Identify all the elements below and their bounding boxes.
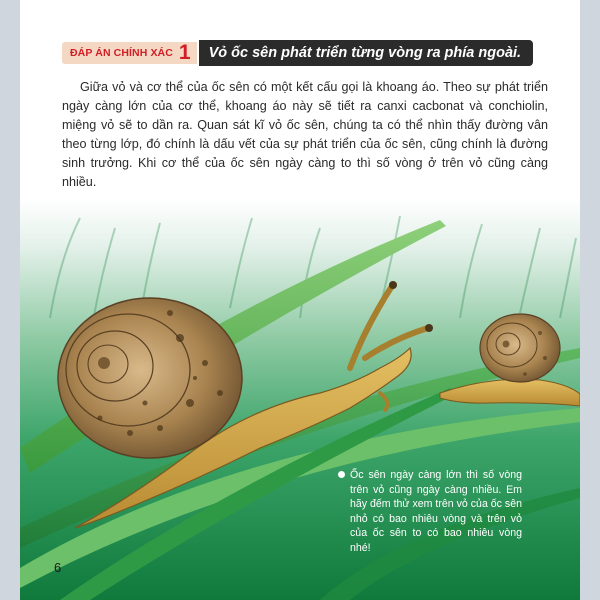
caption-text: Ốc sên ngày càng lớn thì số vòng trên vỏ cũng ngày càng nhiều. Em hãy đếm thử xem trên vỏ của ốc sên nhỏ có bao nhiêu vòng và trên vỏ của ốc sên to có bao nhiêu vòng nhé!	[350, 469, 522, 554]
answer-number: 1	[178, 41, 191, 64]
book-page	[20, 0, 580, 600]
illustration-caption	[338, 468, 522, 556]
title-box	[199, 40, 533, 66]
bullet-icon	[338, 471, 345, 478]
answer-label: ĐÁP ÁN CHÍNH XÁC	[70, 47, 173, 59]
page-number: 6	[54, 560, 62, 575]
answer-tag	[62, 42, 197, 64]
answer-header	[62, 40, 533, 66]
body-paragraph: Giữa vỏ và cơ thể của ốc sên có một kết cấu gọi là khoang áo. Theo sự phát triển ngày càng lớn của cơ thể, khoang áo này sẽ tiết ra canxi cacbonat và conchiolin, miệng vỏ sẽ to dần ra. Quan sát kĩ vỏ ốc sên, chúng ta có thể nhìn thấy đường vân theo từng lớp, đó chính là dấu vết của sự phát triển của ốc sên, cũng chính là đường sinh trưởng. Khi cơ thể của ốc sên ngày càng to thì số vòng ở trên vỏ cũng càng nhiều.	[62, 80, 548, 189]
answer-title: Vỏ ốc sên phát triển từng vòng ra phía ngoài.	[208, 45, 522, 61]
